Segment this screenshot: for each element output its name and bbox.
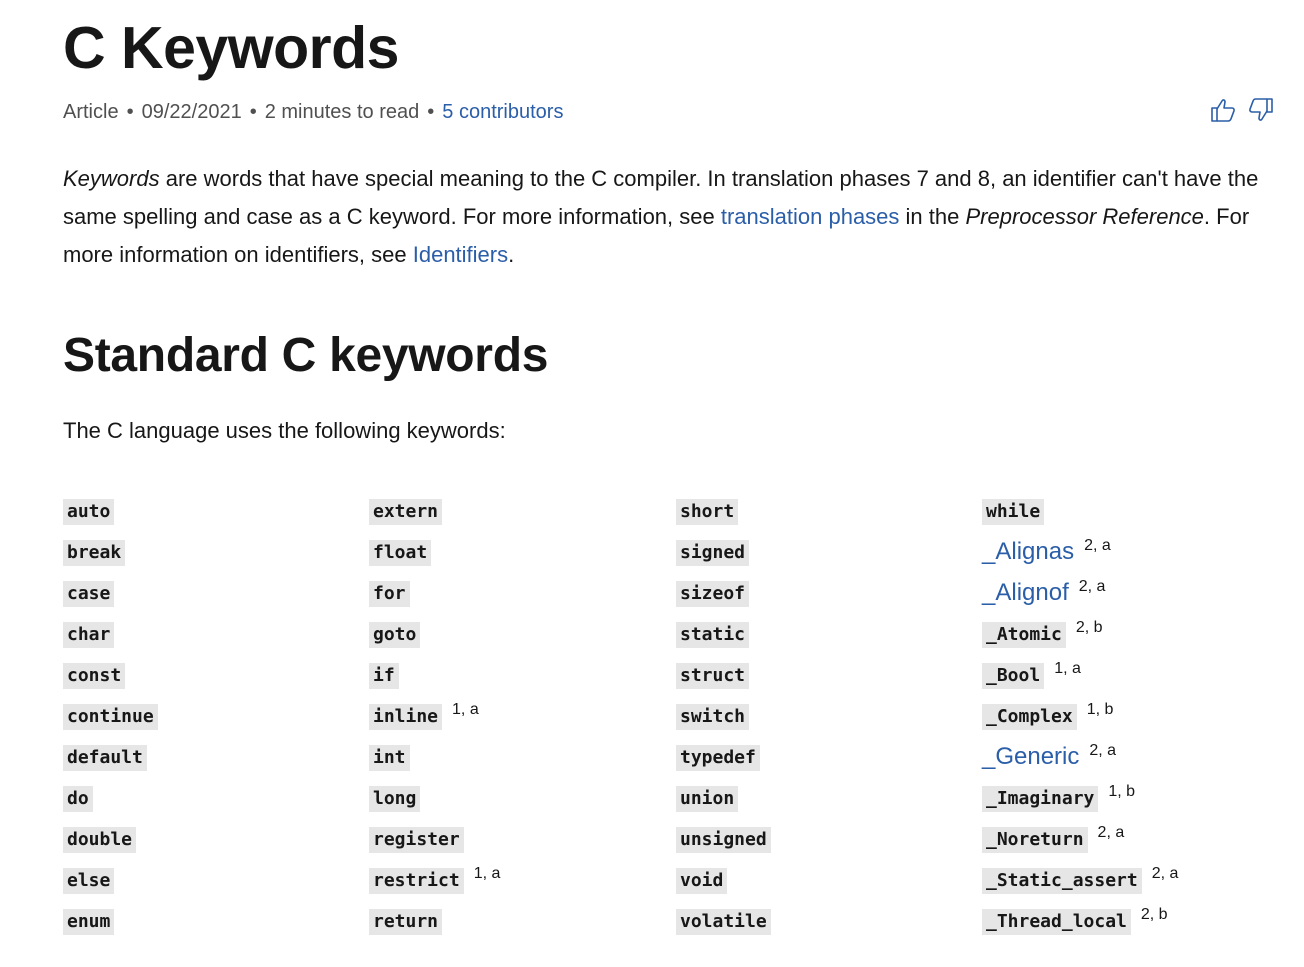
- keyword-item: [369, 661, 500, 702]
- keyword-item: [369, 702, 500, 743]
- keyword-item: [676, 784, 771, 825]
- contributors-link[interactable]: 5 contributors: [442, 101, 564, 123]
- keyword-footnote: 2, a: [1084, 537, 1111, 554]
- keyword-item: [63, 579, 158, 620]
- keyword-code: if: [369, 663, 399, 689]
- keyword-code: else: [63, 868, 114, 894]
- keyword-code: _Atomic: [982, 622, 1066, 648]
- keyword-item: [63, 907, 158, 948]
- keyword-item: [63, 497, 158, 538]
- keyword-footnote: 2, a: [1097, 824, 1125, 841]
- keyword-code: char: [63, 622, 114, 648]
- keyword-item: [676, 538, 771, 579]
- keyword-item: [63, 702, 158, 743]
- keyword-item: [63, 620, 158, 661]
- keyword-footnote: 2, a: [1078, 578, 1106, 595]
- keyword-footnote: 1, a: [473, 865, 501, 882]
- keyword-code: for: [369, 581, 410, 607]
- keyword-item: [676, 620, 771, 661]
- keyword-link[interactable]: _Alignof: [982, 579, 1069, 606]
- keyword-footnote: 1, b: [1086, 701, 1114, 718]
- keyword-item: [982, 620, 1178, 661]
- keyword-code: _Bool: [982, 663, 1044, 689]
- keyword-code: goto: [369, 622, 420, 648]
- keyword-item: [676, 825, 771, 866]
- keyword-code: while: [982, 499, 1044, 525]
- preprocessor-reference-title: Preprocessor Reference: [965, 204, 1204, 229]
- keyword-code: auto: [63, 499, 114, 525]
- keyword-code: break: [63, 540, 125, 566]
- keyword-item: [369, 538, 500, 579]
- keyword-code: return: [369, 909, 442, 935]
- keyword-item: [676, 743, 771, 784]
- keyword-item: [676, 702, 771, 743]
- thumbs-up-icon: [1210, 97, 1236, 123]
- keyword-item: [63, 538, 158, 579]
- feedback-buttons: [1209, 96, 1275, 124]
- keyword-item: [982, 702, 1178, 743]
- thumbs-down-icon: [1248, 97, 1274, 123]
- dislike-button[interactable]: [1247, 96, 1275, 124]
- identifiers-link[interactable]: Identifiers: [412, 242, 509, 267]
- keyword-item: [63, 825, 158, 866]
- keyword-code: static: [676, 622, 749, 648]
- keyword-code: double: [63, 827, 136, 853]
- keyword-item: [369, 907, 500, 948]
- meta-type: Article: [63, 101, 119, 123]
- keyword-code: struct: [676, 663, 749, 689]
- keyword-column-4: [982, 497, 1178, 948]
- keyword-footnote: 2, a: [1089, 742, 1117, 759]
- page-title: C Keywords: [63, 15, 399, 81]
- keyword-link[interactable]: _Alignas: [982, 538, 1075, 565]
- keyword-code: extern: [369, 499, 442, 525]
- keyword-item: [369, 866, 500, 907]
- keyword-item: [63, 661, 158, 702]
- keyword-code: default: [63, 745, 147, 771]
- keyword-column-2: [369, 497, 500, 948]
- keyword-item: [369, 497, 500, 538]
- keyword-item: [982, 538, 1178, 579]
- keyword-code: union: [676, 786, 738, 812]
- keyword-code: restrict: [369, 868, 464, 894]
- keyword-item: [982, 579, 1178, 620]
- keyword-item: [982, 825, 1178, 866]
- keyword-code: volatile: [676, 909, 771, 935]
- meta-separator: •: [126, 101, 134, 123]
- keyword-footnote: 2, b: [1075, 619, 1103, 636]
- keyword-item: [676, 907, 771, 948]
- keyword-code: const: [63, 663, 125, 689]
- section-heading: Standard C keywords: [63, 329, 549, 382]
- keyword-code: _Thread_local: [982, 909, 1131, 935]
- keyword-code: typedef: [676, 745, 760, 771]
- keyword-item: [369, 620, 500, 661]
- keyword-code: do: [63, 786, 93, 812]
- keyword-code: signed: [676, 540, 749, 566]
- keyword-item: [369, 579, 500, 620]
- keyword-footnote: 1, b: [1108, 783, 1136, 800]
- keyword-code: short: [676, 499, 738, 525]
- intro-paragraph: [63, 160, 1278, 274]
- keyword-code: inline: [369, 704, 442, 730]
- keyword-item: [63, 866, 158, 907]
- keyword-code: float: [369, 540, 431, 566]
- keyword-item: [982, 866, 1178, 907]
- keyword-item: [982, 743, 1178, 784]
- keyword-item: [982, 661, 1178, 702]
- keyword-code: _Complex: [982, 704, 1077, 730]
- like-button[interactable]: [1209, 96, 1237, 124]
- keyword-column-1: [63, 497, 158, 948]
- keyword-item: [676, 579, 771, 620]
- keyword-item: [982, 497, 1178, 538]
- keyword-item: [676, 661, 771, 702]
- keyword-code: int: [369, 745, 410, 771]
- keyword-item: [982, 784, 1178, 825]
- keyword-code: case: [63, 581, 114, 607]
- keyword-code: void: [676, 868, 727, 894]
- keyword-footnote: 2, b: [1140, 906, 1168, 923]
- keyword-item: [63, 784, 158, 825]
- keywords-term: Keywords: [63, 166, 160, 191]
- meta-read-time: 2 minutes to read: [264, 101, 420, 123]
- keyword-item: [369, 743, 500, 784]
- keyword-column-3: [676, 497, 771, 948]
- keyword-footnote: 1, a: [452, 701, 479, 718]
- keyword-code: continue: [63, 704, 158, 730]
- keyword-code: _Static_assert: [982, 868, 1142, 894]
- keyword-code: unsigned: [676, 827, 771, 853]
- keyword-code: switch: [676, 704, 749, 730]
- intro-text: in the: [899, 204, 966, 229]
- keyword-item: [369, 784, 500, 825]
- keyword-code: _Noreturn: [982, 827, 1088, 853]
- keyword-code: enum: [63, 909, 114, 935]
- keyword-code: long: [369, 786, 420, 812]
- translation-phases-link[interactable]: translation phases: [720, 204, 900, 229]
- intro-text: . For more information on identifiers, see: [63, 204, 1250, 267]
- keyword-item: [369, 825, 500, 866]
- intro-text: are words that have special meaning to the C compiler. In translation phases 7 and 8, an identifier can't have the same spelling and case as a C keyword. For more information, see: [63, 166, 1259, 229]
- keyword-code: sizeof: [676, 581, 749, 607]
- keyword-item: [676, 497, 771, 538]
- intro-text: .: [508, 242, 515, 267]
- meta-date: 09/22/2021: [141, 101, 242, 123]
- keyword-footnote: 1, a: [1054, 660, 1081, 677]
- keyword-item: [63, 743, 158, 784]
- meta-separator: •: [249, 101, 257, 123]
- keyword-code: register: [369, 827, 464, 853]
- keyword-code: _Imaginary: [982, 786, 1098, 812]
- section-lead: The C language uses the following keywords:: [63, 418, 506, 443]
- keyword-link[interactable]: _Generic: [982, 743, 1080, 770]
- article-meta: [63, 99, 563, 125]
- keyword-footnote: 2, a: [1151, 865, 1179, 882]
- keyword-item: [676, 866, 771, 907]
- keyword-item: [982, 907, 1178, 948]
- meta-separator: •: [427, 101, 435, 123]
